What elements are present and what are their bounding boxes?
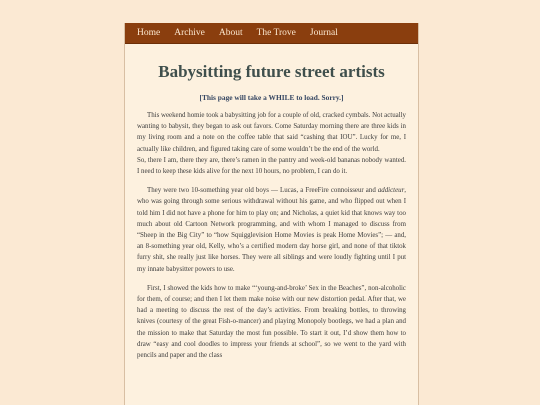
nav-archive[interactable]: Archive: [174, 28, 205, 38]
paragraph-text: They were two 10-something year old boys — Lucas, a FreeFire connoisseur and: [147, 187, 378, 195]
post-paragraph: First, I showed the kids how to make “‘young-and-broke’ Sex in the Beaches”, non-alcoholic for them, of course; and then I let them make noise with our new distortion pedal. After that, we had a meeting to discuss the rest of the day’s activities. From breaking bottles, to throwing knives (courtesy of the great Fish-o-mancer) and playing Monopoly bootlegs, we had a plan and the mission to make that Saturday the most fun possible. To start it out, I’d show them how to draw “easy and cool doodles to impress your friends at school”, so we went to the yard with pencils and paper and the class: [137, 284, 406, 360]
post-paragraph: This weekend homie took a babysitting job for a couple of old, cracked cymbals. Not actually wanting to babysit, they began to ask out favors. Come Saturday morning there are three kids in my living room and a note on the coffee table that said “cashing that IOU”. Lucky for me, I actually like children, and figured taking care of some wouldn’t be the end of the world.: [137, 112, 406, 153]
nav-about[interactable]: About: [218, 28, 243, 38]
nav-the-trove[interactable]: The Trove: [256, 28, 296, 38]
emphasis-text: addicteur: [377, 187, 405, 195]
load-warning: [This page will take a WHILE to load. Sorry.]: [199, 93, 344, 102]
top-nav: [125, 23, 418, 44]
post-title: Babysitting future street artists: [158, 62, 385, 81]
post-paragraph: So, there I am, there they are, there’s ramen in the pantry and week-old bananas nobody wanted. I need to keep these kids alive for the next 10 hours, no problem, I can do it.: [137, 156, 406, 176]
paragraph-text: , who was going through some serious withdrawal without his game, and who flipped out when I told him I did not have a phone for him to play on; and Nicholas, a quiet kid that knows way too much about old Cartoon Network programming, and with whom I managed to discuss from “Sheep in the Big City” to “how Squigglevision Home Movies is peak Home Movies”; — and, an 8-something year old, Kelly, who’s a certified modern day horse girl, and none of that tiktok furry shit, she really just like horses. They were all siblings and were loudly fighting until I put my innate babysitter powers to use.: [137, 187, 406, 273]
page-column: [124, 23, 419, 405]
post-paragraph: [137, 185, 406, 275]
nav-journal[interactable]: Journal: [309, 28, 338, 38]
post-content: [125, 62, 418, 361]
nav-home[interactable]: Home: [137, 28, 161, 38]
